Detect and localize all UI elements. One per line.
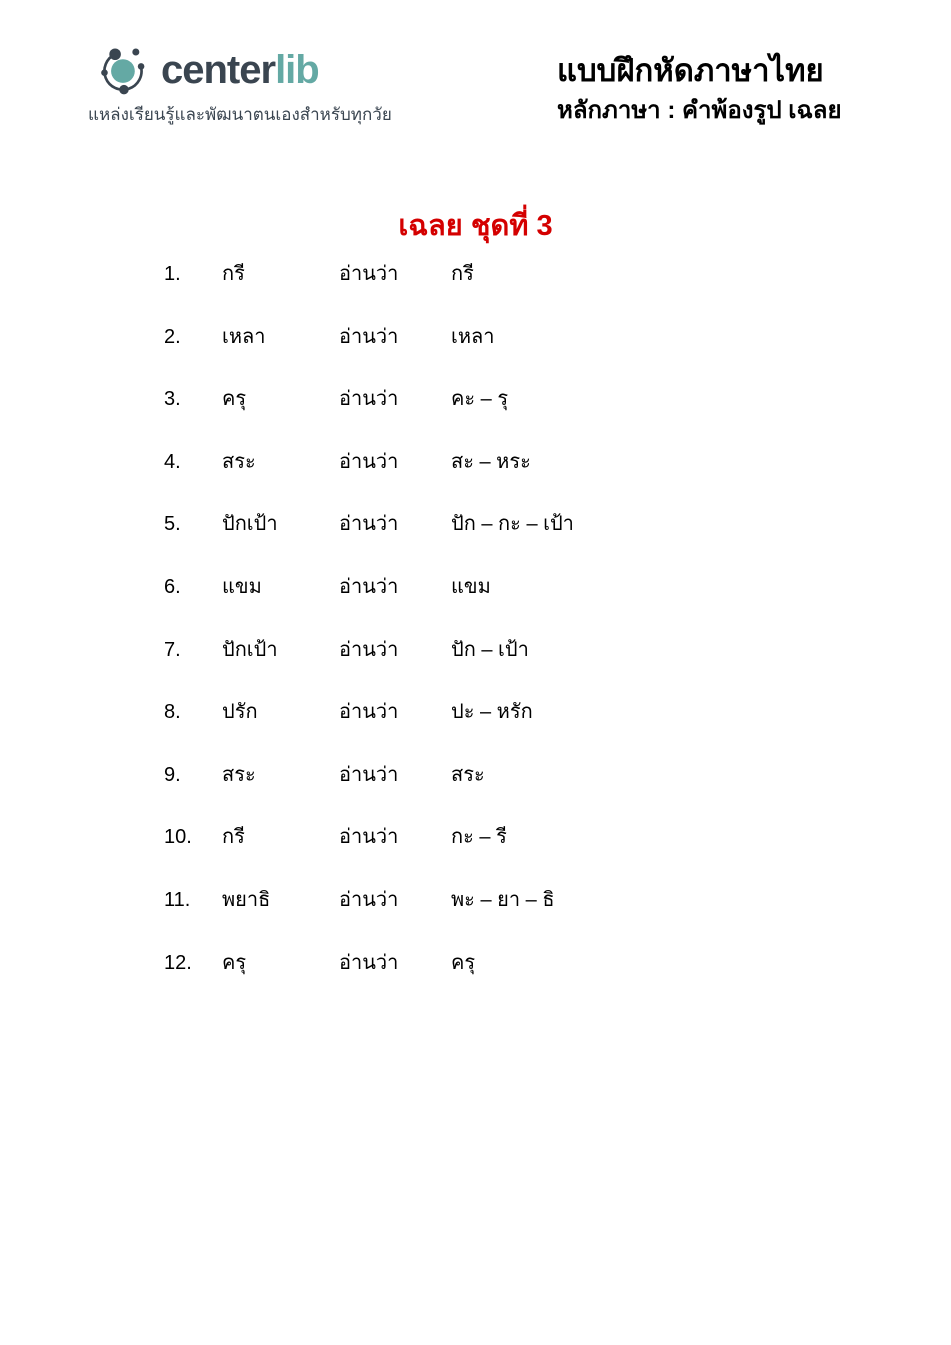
worksheet-subtitle: หลักภาษา : คำพ้องรูป เฉลย bbox=[557, 96, 842, 124]
item-number: 2. bbox=[164, 325, 181, 348]
read-as-label: อ่านว่า bbox=[339, 888, 399, 911]
centerlib-logo-wordmark bbox=[161, 48, 319, 92]
item-word: ปักเป้า bbox=[222, 513, 278, 536]
read-as-label: อ่านว่า bbox=[339, 575, 399, 598]
answer-row bbox=[0, 572, 951, 635]
item-reading: พะ – ยา – ธิ bbox=[451, 888, 555, 911]
answer-row bbox=[0, 447, 951, 510]
read-as-label: อ่านว่า bbox=[339, 951, 399, 974]
answer-row bbox=[0, 948, 951, 1011]
answer-row bbox=[0, 697, 951, 760]
item-word: แขม bbox=[222, 575, 262, 598]
item-number: 10. bbox=[164, 826, 192, 849]
item-reading: สะ – หระ bbox=[451, 450, 531, 473]
answer-row bbox=[0, 822, 951, 885]
item-number: 1. bbox=[164, 263, 181, 285]
answer-row bbox=[0, 885, 951, 948]
read-as-label: อ่านว่า bbox=[339, 701, 399, 724]
item-number: 6. bbox=[164, 575, 181, 598]
item-word: สระ bbox=[222, 450, 256, 473]
item-number: 8. bbox=[164, 701, 181, 724]
worksheet-header bbox=[557, 52, 842, 126]
item-word: กรี bbox=[222, 263, 245, 285]
item-number: 12. bbox=[164, 951, 192, 974]
item-number: 11. bbox=[164, 888, 191, 911]
item-reading: กรี bbox=[451, 263, 474, 285]
item-word: ครุ bbox=[222, 388, 247, 411]
read-as-label: อ่านว่า bbox=[339, 325, 399, 348]
read-as-label: อ่านว่า bbox=[339, 388, 399, 411]
read-as-label: อ่านว่า bbox=[339, 263, 399, 285]
brand-center-text: center bbox=[161, 48, 276, 92]
read-as-label: อ่านว่า bbox=[339, 638, 399, 661]
answer-row bbox=[0, 384, 951, 447]
item-reading: ครุ bbox=[451, 951, 476, 974]
item-reading: เหลา bbox=[451, 325, 495, 348]
item-reading: ปัก – เป้า bbox=[451, 638, 529, 661]
answers-list bbox=[0, 259, 951, 1010]
item-number: 5. bbox=[164, 513, 181, 536]
item-number: 4. bbox=[164, 450, 181, 473]
centerlib-logo-icon bbox=[92, 36, 158, 102]
worksheet-title: แบบฝึกหัดภาษาไทย bbox=[557, 53, 824, 88]
item-number: 9. bbox=[164, 763, 181, 786]
item-number: 7. bbox=[164, 638, 181, 661]
item-reading: สระ bbox=[451, 763, 485, 786]
item-reading: ปัก – กะ – เป้า bbox=[451, 513, 574, 536]
item-reading: แขม bbox=[451, 575, 491, 598]
item-word: ปักเป้า bbox=[222, 638, 278, 661]
brand-lib-text: lib bbox=[275, 48, 319, 92]
item-word: สระ bbox=[222, 763, 256, 786]
answer-row bbox=[0, 322, 951, 385]
item-reading: คะ – รุ bbox=[451, 388, 509, 411]
read-as-label: อ่านว่า bbox=[339, 450, 399, 473]
item-word: กรี bbox=[222, 826, 245, 849]
read-as-label: อ่านว่า bbox=[339, 513, 399, 536]
item-word: พยาธิ bbox=[222, 888, 271, 911]
answer-row bbox=[0, 259, 951, 322]
answer-set-title: เฉลย ชุดที่ 3 bbox=[398, 210, 553, 242]
item-number: 3. bbox=[164, 388, 181, 411]
read-as-label: อ่านว่า bbox=[339, 763, 399, 786]
answer-row bbox=[0, 760, 951, 823]
answer-row bbox=[0, 635, 951, 698]
item-word: เหลา bbox=[222, 325, 266, 348]
answer-row bbox=[0, 509, 951, 572]
read-as-label: อ่านว่า bbox=[339, 826, 399, 849]
item-word: ปรัก bbox=[222, 701, 258, 724]
logo-tagline: แหล่งเรียนรู้และพัฒนาตนเองสำหรับทุกวัย bbox=[88, 105, 392, 124]
item-word: ครุ bbox=[222, 951, 247, 974]
item-reading: ปะ – หรัก bbox=[451, 701, 533, 724]
item-reading: กะ – รี bbox=[451, 826, 507, 849]
